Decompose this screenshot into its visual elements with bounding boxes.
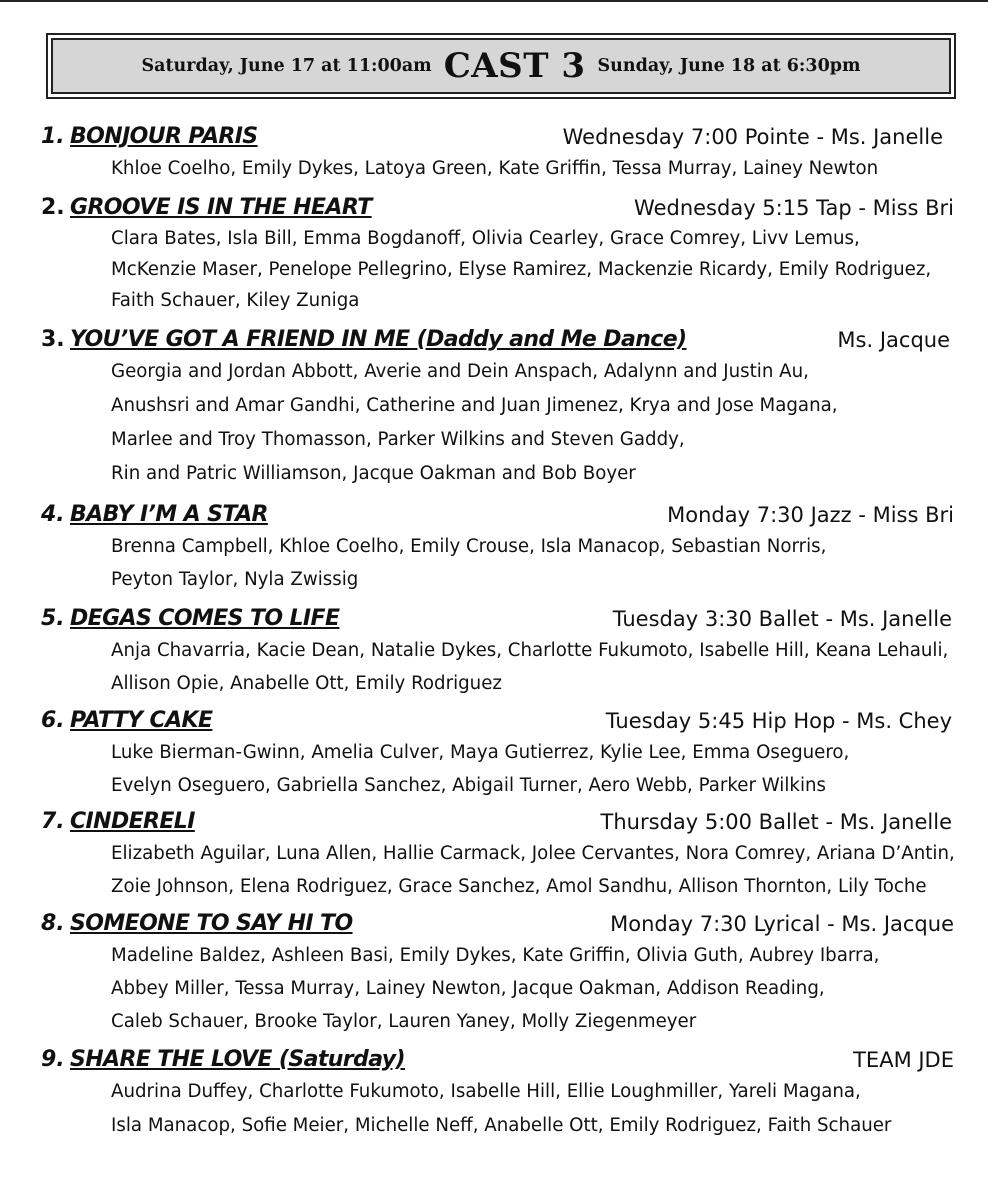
routine-title: CINDERELI (70, 809, 195, 834)
routine-title: DEGAS COMES TO LIFE (70, 606, 340, 631)
dancer-line: Elizabeth Aguilar, Luna Allen, Hallie Carmack, Jolee Cervantes, Nora Comrey, Ariana D’Antin, (111, 843, 955, 864)
dancer-list (111, 634, 971, 700)
routine-4 (0, 500, 988, 596)
dancer-list (111, 530, 971, 596)
routine-title: BONJOUR PARIS (70, 124, 258, 149)
routine-title-row (0, 604, 988, 634)
saturday-date: Saturday, June 17 at 11:00am (141, 56, 432, 76)
dancer-line: Zoie Johnson, Elena Rodriguez, Grace Sanchez, Amol Sandhu, Allison Thornton, Lily Toche (111, 876, 927, 897)
dancer-line: Clara Bates, Isla Bill, Emma Bogdanoff, Olivia Cearley, Grace Comrey, Livv Lemus, (111, 228, 860, 249)
cast-header-box (46, 33, 956, 99)
routine-title: PATTY CAKE (70, 708, 213, 733)
routine-class-info: Monday 7:30 Jazz - Miss Bri (667, 503, 954, 527)
dancer-line: Madeline Baldez, Ashleen Basi, Emily Dykes, Kate Griffin, Olivia Guth, Aubrey Ibarra, (111, 945, 880, 966)
dancer-line: Brenna Campbell, Khloe Coelho, Emily Crouse, Isla Manacop, Sebastian Norris, (111, 536, 827, 557)
dancer-line: Luke Bierman-Gwinn, Amelia Culver, Maya Gutierrez, Kylie Lee, Emma Oseguero, (111, 742, 850, 763)
routine-number: 4. (41, 502, 65, 527)
routine-9 (0, 1045, 988, 1143)
routine-number: 9. (41, 1047, 65, 1072)
routine-class-info: Wednesday 7:00 Pointe - Ms. Janelle (562, 125, 943, 149)
routine-title: SOMEONE TO SAY HI TO (70, 911, 353, 936)
routine-6 (0, 706, 988, 802)
routine-class-info: Wednesday 5:15 Tap - Miss Bri (634, 196, 954, 220)
routine-class-info: Tuesday 5:45 Hip Hop - Ms. Chey (605, 709, 952, 733)
routine-class-info: Monday 7:30 Lyrical - Ms. Jacque (610, 912, 954, 936)
dancer-line: Rin and Patric Williamson, Jacque Oakman and Bob Boyer (111, 463, 636, 484)
routine-title-row (0, 1045, 988, 1075)
routine-title: SHARE THE LOVE (Saturday) (70, 1047, 405, 1072)
routine-number: 2. (41, 195, 65, 220)
routine-number: 3. (41, 327, 65, 352)
dancer-line: Georgia and Jordan Abbott, Averie and Dein Anspach, Adalynn and Justin Au, (111, 361, 809, 382)
dancer-line: Anushsri and Amar Gandhi, Catherine and Juan Jimenez, Krya and Jose Magana, (111, 395, 838, 416)
dancer-line: Khloe Coelho, Emily Dykes, Latoya Green, Kate Griffin, Tessa Murray, Lainey Newton (111, 158, 879, 179)
dancer-line: Abbey Miller, Tessa Murray, Lainey Newton, Jacque Oakman, Addison Reading, (111, 978, 825, 999)
routine-7 (0, 807, 988, 903)
routine-5 (0, 604, 988, 700)
cast-title: CAST 3 (443, 46, 586, 86)
routine-title-row (0, 909, 988, 939)
routine-number: 8. (41, 911, 65, 936)
dancer-list (111, 152, 971, 186)
dancer-list (111, 736, 971, 802)
dancer-line: Evelyn Oseguero, Gabriella Sanchez, Abigail Turner, Aero Webb, Parker Wilkins (111, 775, 827, 796)
routine-number: 5. (41, 606, 65, 631)
cast-header (51, 38, 951, 94)
routine-title-row (0, 706, 988, 736)
routine-1 (0, 122, 988, 186)
dancer-line: McKenzie Maser, Penelope Pellegrino, Elyse Ramirez, Mackenzie Ricardy, Emily Rodriguez, (111, 259, 932, 280)
dancer-line: Peyton Taylor, Nyla Zwissig (111, 569, 359, 590)
top-rule (0, 0, 988, 2)
dancer-line: Caleb Schauer, Brooke Taylor, Lauren Yaney, Molly Ziegenmeyer (111, 1011, 697, 1032)
dancer-line: Marlee and Troy Thomasson, Parker Wilkins and Steven Gaddy, (111, 429, 685, 450)
dancer-line: Anja Chavarria, Kacie Dean, Natalie Dykes, Charlotte Fukumoto, Isabelle Hill, Keana Lehauli, (111, 640, 949, 661)
dancer-list (111, 837, 971, 903)
routine-class-info: Ms. Jacque (837, 328, 950, 352)
routine-2 (0, 193, 988, 316)
routine-number: 7. (41, 809, 65, 834)
routine-3 (0, 325, 988, 491)
dancer-list (111, 1075, 971, 1143)
routine-title: GROOVE IS IN THE HEART (70, 195, 372, 220)
routine-class-info: Tuesday 3:30 Ballet - Ms. Janelle (612, 607, 952, 631)
dancer-line: Audrina Duffey, Charlotte Fukumoto, Isabelle Hill, Ellie Loughmiller, Yareli Magana, (111, 1081, 861, 1102)
routine-title: BABY I’M A STAR (70, 502, 268, 527)
dancer-line: Isla Manacop, Sofie Meier, Michelle Neff, Anabelle Ott, Emily Rodriguez, Faith Schauer (111, 1115, 892, 1136)
routine-title-row (0, 122, 988, 152)
dancer-list (111, 223, 971, 316)
routine-number: 1. (41, 124, 65, 149)
routine-class-info: Thursday 5:00 Ballet - Ms. Janelle (600, 810, 952, 834)
routine-title-row (0, 500, 988, 530)
routine-title-row (0, 807, 988, 837)
routine-title-row (0, 325, 988, 355)
dancer-line: Allison Opie, Anabelle Ott, Emily Rodriguez (111, 673, 502, 694)
routine-8 (0, 909, 988, 1038)
routine-title: YOU’VE GOT A FRIEND IN ME (Daddy and Me Dance) (70, 327, 687, 352)
sunday-date: Sunday, June 18 at 6:30pm (597, 56, 861, 76)
routine-class-info: TEAM JDE (853, 1048, 954, 1072)
dancer-line: Faith Schauer, Kiley Zuniga (111, 290, 360, 311)
dancer-list (111, 355, 971, 491)
routine-title-row (0, 193, 988, 223)
dancer-list (111, 939, 971, 1038)
routine-number: 6. (41, 708, 65, 733)
